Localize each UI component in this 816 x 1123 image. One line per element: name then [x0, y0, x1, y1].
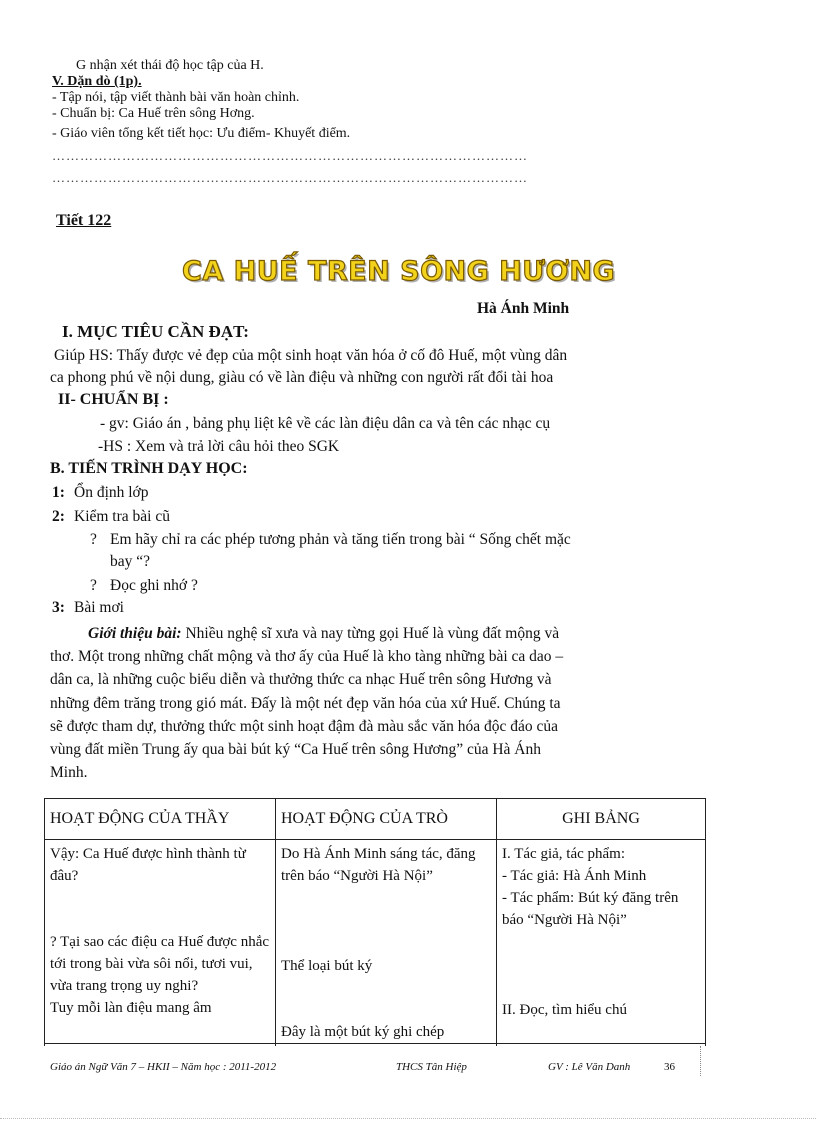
section-v-heading: V. Dặn dò (1p). — [52, 74, 142, 89]
table-bottom-border — [44, 1043, 706, 1044]
student-cell — [276, 840, 497, 1047]
question-text: bay “? — [110, 553, 151, 570]
question-text: Em hãy chỉ ra các phép tương phản và tăng tiến trong bài “ Sống chết mặc — [110, 531, 571, 548]
prep-student: -HS : Xem và trả lời câu hỏi theo SGK — [98, 438, 340, 455]
intro-line-first — [50, 622, 690, 645]
question-mark: ? — [90, 577, 97, 594]
student-a1: Do Hà Ánh Minh sáng tác, đăng trên báo “Người Hà Nội” — [281, 846, 476, 884]
header-board: GHI BẢNG — [497, 799, 706, 840]
intro-line: sẽ được tham dự, thưởng thức một sinh hoạt đậm đà màu sắc văn hóa độc đáo của — [50, 717, 558, 735]
question-text: Đọc ghi nhớ ? — [110, 577, 198, 594]
page-number: 36 — [664, 1061, 675, 1073]
homework-item: - Tập nói, tập viết thành bài văn hoàn chỉnh. — [52, 90, 300, 105]
objectives-heading: I. MỤC TIÊU CẦN ĐẠT: — [62, 322, 249, 341]
author-name: Hà Ánh Minh — [477, 300, 570, 317]
step-number: 3: — [52, 599, 65, 616]
step-label: Bài mơi — [74, 599, 124, 616]
intro-line: Nhiều nghệ sĩ xưa và nay từng gọi Huế là vùng đất mộng và — [185, 625, 560, 642]
step-label: Ổn định lớp — [74, 484, 149, 501]
homework-item: - Giáo viên tổng kết tiết học: Ưu điểm- Khuyết điểm. — [52, 126, 351, 141]
intro-line: dân ca, là những cuộc biểu diễn và thưởng thức ca nhạc Huế trên sông Hương và — [50, 671, 552, 689]
footer-divider — [700, 1046, 701, 1076]
process-heading: B. TIẾN TRÌNH DẠY HỌC: — [50, 460, 248, 477]
header-student: HOẠT ĐỘNG CỦA TRÒ — [276, 799, 497, 840]
teacher-remark: G nhận xét thái độ học tập của H. — [76, 58, 264, 73]
page-edge — [0, 1118, 816, 1119]
prep-teacher: - gv: Giáo án , bảng phụ liệt kê về các làn điệu dân ca và tên các nhạc cụ — [100, 415, 551, 432]
dotted-line: ………………………………………………………………………………………… — [52, 170, 528, 185]
homework-item: - Chuẩn bị: Ca Huế trên sông Hơng. — [52, 106, 255, 121]
board-cell — [497, 840, 706, 1047]
intro-line: Minh. — [50, 764, 88, 782]
step-number: 2: — [52, 508, 65, 525]
student-a2: Thể loại bút ký — [281, 958, 373, 974]
step-label: Kiểm tra bài cũ — [74, 508, 170, 525]
dotted-line: ………………………………………………………………………………………… — [52, 148, 528, 163]
objectives-text: ca phong phú về nội dung, giàu có về làn điệu và những con người rất đổi tài hoa — [50, 369, 554, 386]
student-a3: Đây là một bút ký ghi chép — [281, 1024, 445, 1040]
board-section-ii: II. Đọc, tìm hiểu chú — [502, 1002, 627, 1018]
intro-paragraph — [50, 622, 690, 784]
teacher-q3: Tuy mỗi làn điệu mang âm — [50, 1000, 212, 1016]
activity-table — [44, 798, 706, 1046]
board-heading: I. Tác giả, tác phẩm: — [502, 846, 626, 862]
board-author: - Tác giả: Hà Ánh Minh — [502, 868, 647, 884]
teacher-q1: Vậy: Ca Huế được hình thành từ đâu? — [50, 846, 246, 884]
header-teacher: HOẠT ĐỘNG CỦA THẦY — [45, 799, 276, 840]
table-header-row — [45, 799, 706, 840]
table-row — [45, 840, 706, 1047]
intro-line: những đêm trăng trong gió mát. Đấy là một nét đẹp văn hóa của xứ Huế. Chúng ta — [50, 694, 561, 712]
footer-right: GV : Lê Văn Danh — [548, 1061, 631, 1073]
footer-center: THCS Tân Hiệp — [396, 1061, 467, 1073]
board-work: - Tác phẩm: Bút ký đăng trên báo “Người Hà Nội” — [502, 890, 679, 928]
lesson-title: CA HUẾ TRÊN SÔNG HƯƠNG — [182, 256, 616, 287]
prep-heading: II- CHUẨN BỊ : — [58, 391, 169, 408]
teacher-cell — [45, 840, 276, 1047]
question-mark: ? — [90, 531, 97, 548]
intro-label: Giới thiệu bài: — [88, 625, 182, 642]
lesson-period: Tiết 122 — [56, 212, 112, 229]
objectives-text: Giúp HS: Thấy được vẻ đẹp của một sinh hoạt văn hóa ở cố đô Huế, một vùng dân — [54, 347, 568, 364]
teacher-q2: ? Tại sao các điệu ca Huế được nhắc tới trong bài vừa sôi nổi, tươi vui, vừa trang trọng uy nghi? — [50, 934, 270, 994]
intro-line: thơ. Một trong những chất mộng và thơ ấy của Huế là kho tàng những bài ca dao – — [50, 648, 564, 666]
step-number: 1: — [52, 484, 65, 501]
intro-line: vùng đất miền Trung ấy qua bài bút ký “Ca Huế trên sông Hương” của Hà Ánh — [50, 741, 541, 759]
footer-left: Giáo án Ngữ Văn 7 – HKII – Năm học : 2011-2012 — [50, 1061, 277, 1073]
